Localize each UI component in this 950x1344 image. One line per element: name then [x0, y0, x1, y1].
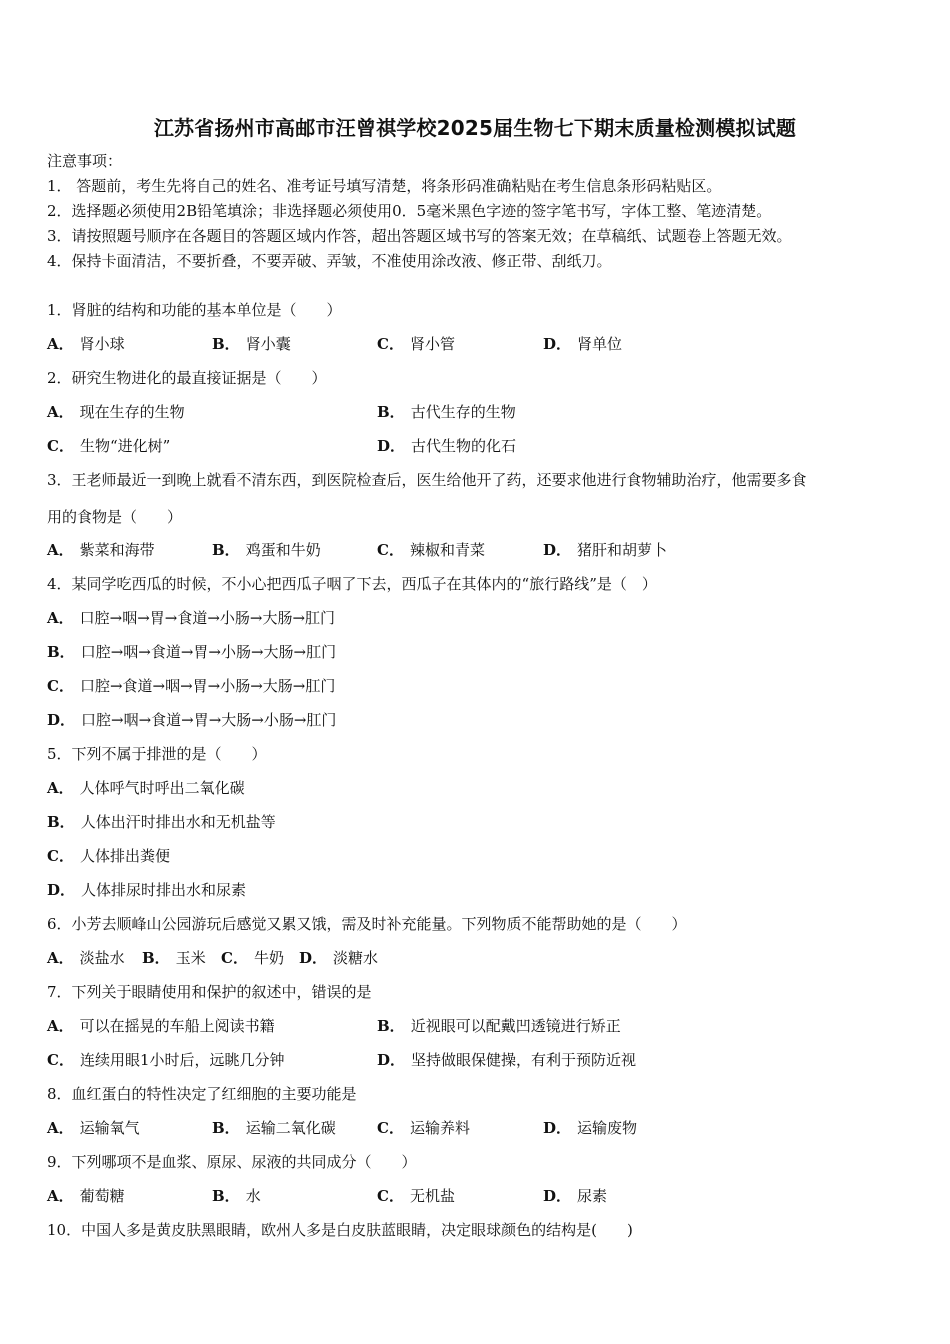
question-stem: 1．肾脏的结构和功能的基本单位是（ ）	[47, 301, 342, 319]
option-a: A． 淡盐水	[47, 949, 125, 967]
question-stem: 10．中国人多是黄皮肤黑眼睛，欧州人多是白皮肤蓝眼睛，决定眼球颜色的结构是( )	[47, 1221, 633, 1239]
option-c: C． 连续用眼1小时后，远眺几分钟	[47, 1051, 285, 1069]
question-stem: 3．王老师最近一到晚上就看不清东西，到医院检查后，医生给他开了药，还要求他进行食物辅助治疗，他需要多食	[47, 471, 807, 489]
option-d: D． 古代生物的化石	[377, 437, 517, 455]
option-b: B． 运输二氧化碳	[212, 1119, 336, 1137]
question-stem: 9．下列哪项不是血浆、原尿、尿液的共同成分（ ）	[47, 1153, 417, 1171]
option-b: B． 人体出汗时排出水和无机盐等	[47, 813, 276, 831]
option-d: D． 坚持做眼保健操，有利于预防近视	[377, 1051, 637, 1069]
question-stem-continued: 用的食物是（ ）	[47, 508, 183, 526]
option-b: B． 口腔→咽→食道→胃→小肠→大肠→肛门	[47, 643, 337, 661]
question-stem: 8．血红蛋白的特性决定了红细胞的主要功能是	[47, 1085, 357, 1103]
option-c: C． 辣椒和青菜	[377, 541, 485, 559]
option-b: B． 肾小囊	[212, 335, 291, 353]
option-d: D． 人体排尿时排出水和尿素	[47, 881, 247, 899]
option-c: C． 人体排出粪便	[47, 847, 170, 865]
option-c: C． 牛奶	[221, 949, 284, 967]
option-b: B． 鸡蛋和牛奶	[212, 541, 321, 559]
page-title: 江苏省扬州市高邮市汪曾祺学校2025届生物七下期末质量检测模拟试题	[153, 116, 797, 140]
notice-item: 4．保持卡面清洁，不要折叠，不要弄破、弄皱，不准使用涂改液、修正带、刮纸刀。	[47, 252, 612, 270]
option-a: A． 口腔→咽→胃→食道→小肠→大肠→肛门	[47, 609, 336, 627]
option-a: A． 葡萄糖	[47, 1187, 125, 1205]
option-b: B． 玉米	[142, 949, 206, 967]
option-c: C． 生物“进化树”	[47, 437, 171, 455]
notice-item: 3．请按照题号顺序在各题目的答题区域内作答，超出答题区域书写的答案无效；在草稿纸、试题卷上答题无效。	[47, 227, 792, 245]
option-c: C． 无机盐	[377, 1187, 455, 1205]
option-b: B． 近视眼可以配戴凹透镜进行矫正	[377, 1017, 621, 1035]
option-c: C． 口腔→食道→咽→胃→小肠→大肠→肛门	[47, 677, 336, 695]
option-d: D． 肾单位	[543, 335, 623, 353]
question-stem: 4．某同学吃西瓜的时候，不小心把西瓜子咽了下去，西瓜子在其体内的“旅行路线”是（ ）	[47, 575, 657, 593]
option-d: D． 猪肝和胡萝卜	[543, 541, 668, 559]
option-a: A． 现在生存的生物	[47, 403, 185, 421]
option-b: B． 水	[212, 1187, 261, 1205]
option-a: A． 可以在摇晃的车船上阅读书籍	[47, 1017, 275, 1035]
question-stem: 6．小芳去顺峰山公园游玩后感觉又累又饿，需及时补充能量。下列物质不能帮助她的是（ ）	[47, 915, 687, 933]
question-stem: 5．下列不属于排泄的是（ ）	[47, 745, 267, 763]
option-b: B． 古代生存的生物	[377, 403, 516, 421]
option-a: A． 肾小球	[47, 335, 125, 353]
option-a: A． 运输氧气	[47, 1119, 140, 1137]
option-c: C． 肾小管	[377, 335, 455, 353]
notice-item: 1． 答题前，考生先将自己的姓名、准考证号填写清楚，将条形码准确粘贴在考生信息条形码粘贴区。	[47, 177, 722, 195]
question-stem: 2．研究生物进化的最直接证据是（ ）	[47, 369, 327, 387]
option-c: C． 运输养料	[377, 1119, 470, 1137]
question-stem: 7．下列关于眼睛使用和保护的叙述中，错误的是	[47, 983, 372, 1001]
option-d: D． 尿素	[543, 1187, 608, 1205]
option-d: D． 淡糖水	[299, 949, 379, 967]
option-a: A． 紫菜和海带	[47, 541, 155, 559]
notice-heading: 注意事项：	[47, 152, 123, 170]
option-d: D． 运输废物	[543, 1119, 638, 1137]
option-a: A． 人体呼气时呼出二氧化碳	[47, 779, 245, 797]
notice-item: 2．选择题必须使用2B铅笔填涂；非选择题必须使用0．5毫米黑色字迹的签字笔书写，字体工整、笔迹清楚。	[47, 202, 772, 220]
option-d: D． 口腔→咽→食道→胃→大肠→小肠→肛门	[47, 711, 337, 729]
